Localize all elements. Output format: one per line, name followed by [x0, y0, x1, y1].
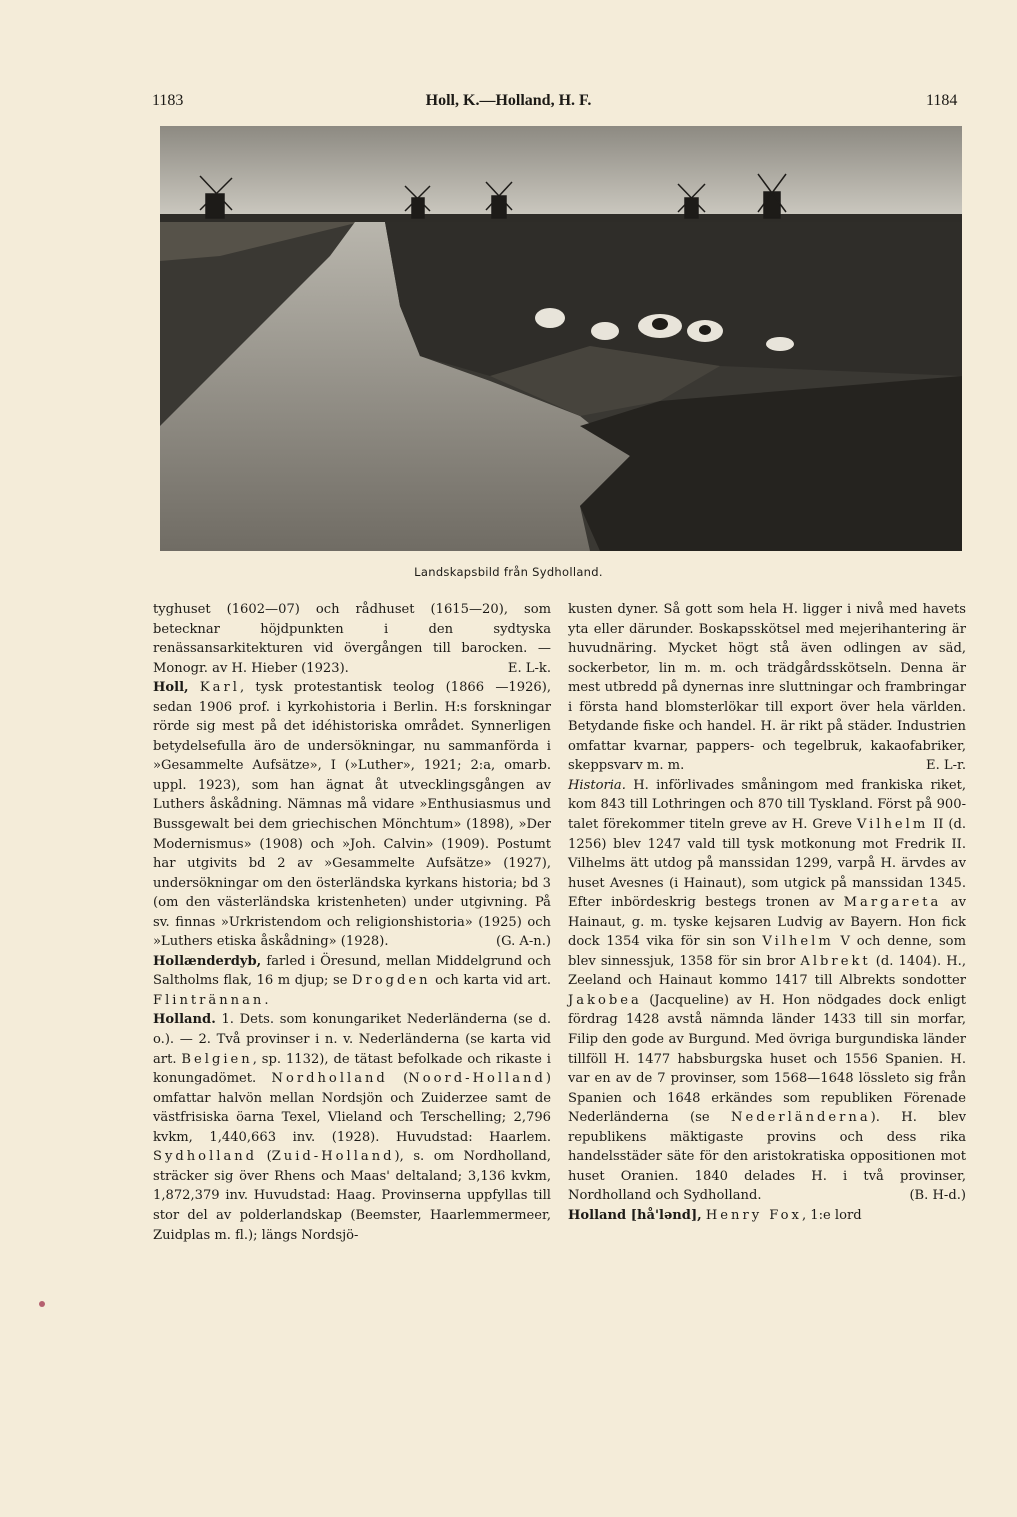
entry-holl-karl: Holl, Karl, tysk protestantisk teolog (1866 —1926), sedan 1906 prof. i kyrkohistoria i Berlin. H:s forskningar rörde sig mest på det idéhistoriska området. Synnerligen betydelsefulla äro de undersökningar, nu sammanförda i »Gesammelte Aufsätze», I (»Luther», 1921; 2:a, omarb. uppl. 1923), som han ägnat åt utvecklingsgången av Luthers åskådning. Nämnas må vidare »Enthusiasmus und Bussgewalt bei dem griechischen Mönchtum» (1898), »Der Modernismus» (1908) och »Joh. Calvin» (1909). Postumt har utgivits bd 2 av »Gesammelte Aufsätze» (1927), undersökningar om den österländska kyrkans historia; bd 3 (om den västerländska kristenheten) under utgivning. På sv. finnas »Urkristendom och religionshistoria» (1925) och »Luthers etiska åskådning» (1928). (G. A-n.) [153, 678, 551, 952]
entry-headword: Holl, [153, 680, 189, 696]
author-signature: (G. A-n.) [495, 934, 551, 950]
author-signature: (B. H-d.) [909, 1188, 966, 1204]
entry-hollaenderdyb: Hollænderdyb, farled i Öresund, mellan Middelgrund och Saltholms flak, 16 m djup; se Drogden och karta vid art. Flintrännan. [153, 953, 551, 1008]
entry-holland-henry-fox: Holland [hå'lənd], Henry Fox, 1:e lord [568, 1207, 862, 1223]
landscape-photo [160, 126, 962, 551]
section-label: Historia. [568, 777, 626, 793]
margin-mark [39, 1301, 45, 1307]
figure-caption: Landskapsbild från Sydholland. [414, 565, 603, 579]
right-column [568, 600, 966, 1226]
section-historia: Historia. H. införlivades småningom med frankiska riket, kom 843 till Lothringen och 870 till Tyskland. Först på 900-talet förekommer titeln greve av H. Greve Vilhelm II (d. 1256) blev 1247 vald till tysk motkonung mot Fredrik II. Vilhelms ätt utdog på manssidan 1299, varpå H. ärvdes av huset Avesnes (i Hainaut), som utgick på manssidan 1345. Efter inbördeskrig bestegs tronen av Margareta av Hainaut, g. m. tyske kejsaren Ludvig av Bayern. Hon fick dock 1354 vika för sin son Vilhelm V och denne, som blev sinnessjuk, 1358 för sin bror Albrekt (d. 1404). H., Zeeland och Hainaut kommo 1417 till Albrekts sondotter Jakobea (Jacqueline) av H. Hon nödgades dock enligt fördrag 1428 avstå nämnda länder 1433 till sin morfar, Filip den gode av Burgund. Med övriga burgundiska länder tillföll H. 1477 habsburgska huset och 1556 Spanien. H. var en av de 7 provinser, som 1568—1648 lösslеto sig från Spanien och 1648 erkändes som republiken Förenade Nederländerna (se Nederländerna). H. blev republikens mäktigaste provins och dess rika handelsstäder säte för den aristokratiska oppositionen mot huset Oranien. 1840 delades H. i två provinser, Nordholland och Sydholland. (B. H-d.) [568, 776, 966, 1206]
running-head [0, 92, 1017, 114]
entry-headword: Holland. [153, 1012, 216, 1028]
author-signature: E. L-k. [507, 660, 551, 676]
left-column [153, 600, 551, 1245]
author-signature: E. L-r. [926, 758, 966, 774]
paragraph-continuation: kusten dyner. Så gott som hela H. ligger i nivå med havets yta eller därunder. Boskapsskötsel med mejerihantering är huvudnäring. Mycket högt stå även odlingen av säd, sockerbetor, lin m. m. och trädgårdsskötseln. Denna är mest utbredd på dynernas inre sluttningar och frambringar i första hand blomsterlökar till export över hela världen. Betydande fiske och handel. H. är rikt på städer. Industrien omfattar kvarnar, pappers- och tegelbruk, kakaofabriker, skeppsvarv m. m. E. L-r. [568, 600, 966, 776]
entry-headword: Hollænderdyb, [153, 953, 262, 969]
page-number-left: 1183 [152, 92, 184, 109]
page-number-right: 1184 [926, 92, 958, 109]
running-title: Holl, K.—Holland, H. F. [425, 92, 592, 109]
entry-holland: Holland. 1. Dets. som konungariket Nederländerna (se d. o.). — 2. Två provinser i n. v. Nederländerna (se karta vid art. Belgien, sp. 1132), de tätast befolkade och rikaste i konungadömet. Nordholland (Noord-Holland) omfattar halvön mellan Nordsjön och Zuiderzee samt de västfrisiska öarna Texel, Vlieland och Terschelling; 2,796 kvkm, 1,440,663 inv. (1928). Huvudstad: Haarlem. Sydholland (Zuid-Holland), s. om Nordholland, sträcker sig över Rhens och Maas' deltaland; 3,136 kvkm, 1,872,379 inv. Huvudstad: Haag. Provinserna uppfyllas till stor del av polderlandskap (Beemster, Haarlemmermeer, Zuidplas m. fl.); längs Nordsjö- [153, 1012, 551, 1243]
paragraph-continuation: tyghuset (1602—07) och rådhuset (1615—20), som betecknar höjdpunkten i den sydtyska renässansarkitekturen vid övergången till barocken. — Monogr. av H. Hieber (1923). E. L-k. [153, 600, 551, 678]
entry-headword: Holland [hå'lənd], [568, 1207, 702, 1223]
